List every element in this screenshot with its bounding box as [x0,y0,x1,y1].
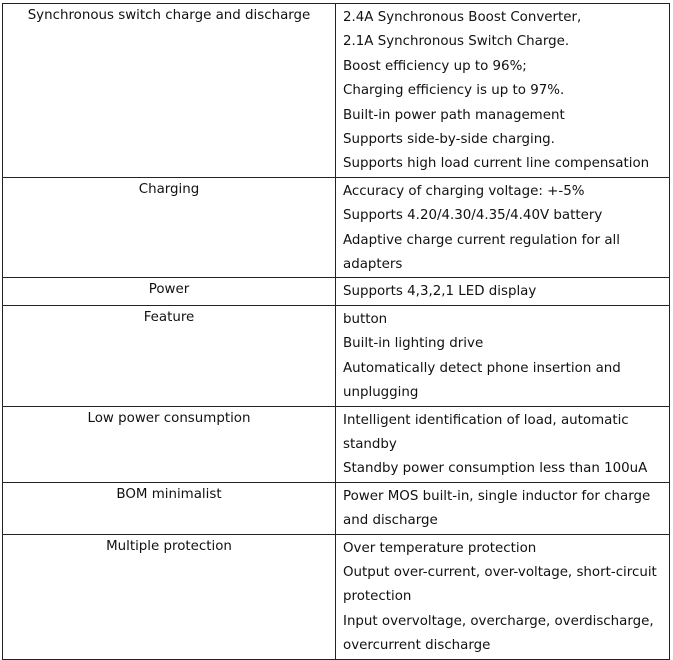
description-line: Intelligent identification of load, automatic standby [343,412,629,452]
description-line: Supports 4.20/4.30/4.35/4.40V battery [343,208,603,224]
feature-label: Charging [138,181,200,197]
table-row-power [3,278,670,305]
feature-label: Feature [143,309,195,325]
feature-cell [3,278,336,305]
description-line: Accuracy of charging voltage: +-5% [343,183,585,199]
description-cell [336,177,670,278]
description-line: Power MOS built-in, single inductor for charge and discharge [343,488,651,529]
feature-cell [3,305,336,406]
description-line: 2.4A Synchronous Boost Converter, [343,10,582,25]
description-line: Output over-current, over-voltage, short-circuit protection [343,564,657,605]
feature-label: Multiple protection [106,538,232,554]
description-line: Boost efficiency up to 96%; [343,58,527,74]
description-line: Automatically detect phone insertion and unplugging [343,360,621,401]
description-line: Charging efficiency is up to 97%. [343,83,565,99]
description-cell [336,534,670,659]
description-line: 2.1A Synchronous Switch Charge. [343,34,570,50]
feature-label: Power [148,282,190,298]
table-row-low-power [3,406,670,482]
description-line: Built-in lighting drive [343,336,484,352]
feature-cell [3,177,336,278]
description-line: Built-in power path management [343,107,565,123]
table-row-charging [3,177,670,278]
table-row-multiple-protection [3,534,670,659]
description-line: Supports 4,3,2,1 LED display [343,284,537,300]
description-cell [336,305,670,406]
feature-cell [3,534,336,659]
description-line: Input overvoltage, overcharge, overdischarge, overcurrent discharge [343,613,654,654]
table-row-synchronous-switch [3,4,670,178]
feature-cell [3,482,336,534]
feature-cell [3,406,336,482]
table-row-bom-minimalist [3,482,670,534]
description-line: Standby power consumption less than 100uA [343,461,648,477]
description-line: Supports high load current line compensation [343,156,650,172]
description-line: Supports side-by-side charging. [343,132,555,148]
description-cell [336,406,670,482]
feature-label: Synchronous switch charge and discharge [27,8,311,23]
description-cell [336,4,670,178]
table-row-feature [3,305,670,406]
description-line: button [343,311,388,327]
feature-label: Low power consumption [87,410,251,426]
spec-table [2,3,670,660]
feature-label: BOM minimalist [116,486,222,502]
feature-cell [3,4,336,178]
description-cell [336,482,670,534]
description-line: Over temperature protection [343,540,537,556]
description-cell [336,278,670,305]
description-line: Adaptive charge current regulation for all adapters [343,232,620,273]
